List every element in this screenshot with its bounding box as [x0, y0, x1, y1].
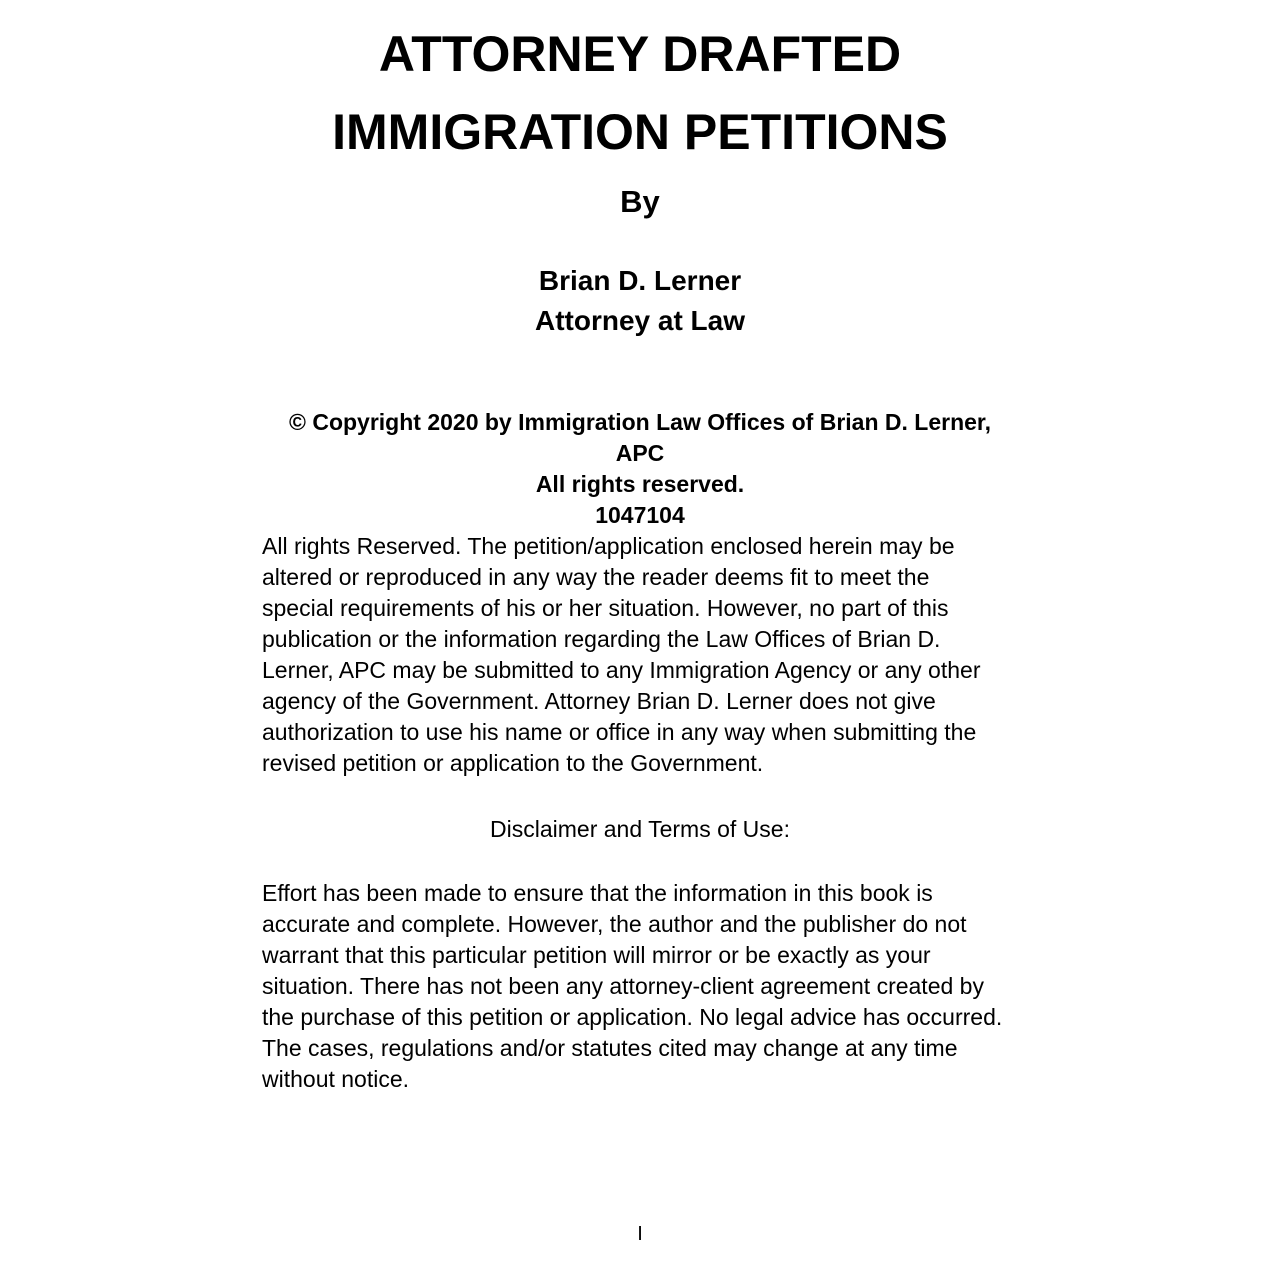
text-line: agency of the Government. Attorney Brian D. Lerner does not give	[262, 688, 936, 714]
text-line: the purchase of this petition or application. No legal advice has occurred.	[262, 1004, 1003, 1030]
text-line: 1047104	[595, 502, 685, 528]
text-line: APC	[615, 440, 665, 466]
text-line: ATTORNEY DRAFTED	[378, 26, 902, 82]
text-line: The cases, regulations and/or statutes cited may change at any time	[262, 1035, 958, 1061]
book-title	[262, 15, 1018, 171]
title-page	[262, 0, 1018, 1244]
rights-reserved-paragraph	[262, 531, 1018, 779]
byline: By	[620, 184, 660, 219]
author-title: Attorney at Law	[534, 305, 746, 336]
text-line: Effort has been made to ensure that the information in this book is	[262, 880, 933, 906]
text-line: altered or reproduced in any way the reader deems fit to meet the	[262, 564, 930, 590]
text-line: situation. There has not been any attorney-client agreement created by	[262, 973, 984, 999]
text-line: © Copyright 2020 by Immigration Law Offices of Brian D. Lerner,	[289, 409, 991, 435]
text-line: without notice.	[262, 1066, 410, 1092]
text-line: IMMIGRATION PETITIONS	[332, 104, 948, 160]
text-line: authorization to use his name or office in any way when submitting the	[262, 719, 977, 745]
text-line: revised petition or application to the Government.	[262, 750, 764, 776]
disclaimer-heading: Disclaimer and Terms of Use:	[490, 816, 790, 842]
copyright-block	[262, 407, 1018, 531]
page-number: I	[637, 1223, 643, 1245]
disclaimer-paragraph	[262, 878, 1018, 1095]
text-line: All rights Reserved. The petition/application enclosed herein may be	[262, 533, 955, 559]
text-line: accurate and complete. However, the author and the publisher do not	[262, 911, 967, 937]
text-line: Lerner, APC may be submitted to any Immigration Agency or any other	[262, 657, 981, 683]
text-line: special requirements of his or her situation. However, no part of this	[262, 595, 949, 621]
text-line: warrant that this particular petition will mirror or be exactly as your	[262, 942, 931, 968]
text-line: All rights reserved.	[535, 471, 745, 497]
text-line: publication or the information regarding the Law Offices of Brian D.	[262, 626, 941, 652]
author-name: Brian D. Lerner	[538, 265, 742, 296]
author-block	[262, 261, 1018, 341]
